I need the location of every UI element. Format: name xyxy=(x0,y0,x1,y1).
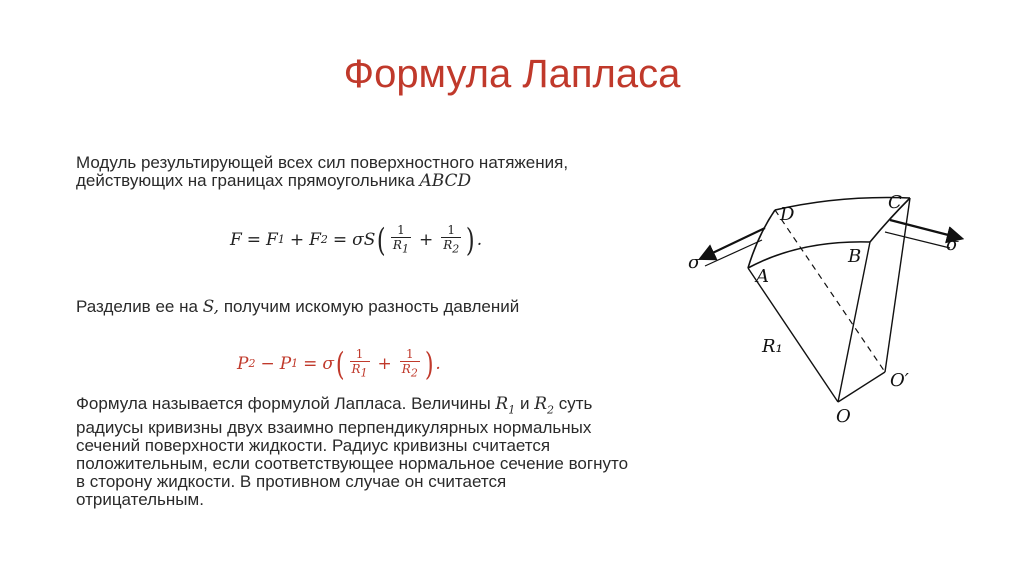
formula-period: . xyxy=(435,353,441,374)
area-symbol: S, xyxy=(202,297,220,317)
left-paren: ( xyxy=(335,344,345,383)
surface-left-edge xyxy=(748,210,775,268)
fraction-1-r1 xyxy=(350,348,370,379)
paragraph-explanation xyxy=(76,395,636,509)
fraction-numerator: 1 xyxy=(355,347,364,361)
formula-symbol: R xyxy=(401,362,411,376)
formula-symbol: σS xyxy=(352,229,376,250)
label-sigma-left: σ xyxy=(688,252,701,273)
fraction-denominator xyxy=(441,237,461,255)
label-b: B xyxy=(848,246,862,267)
paragraph-explanation-text: Формула называется формулой Лапласа. Величины xyxy=(76,394,496,413)
paragraph-explanation-text-end: суть радиусы кривизны двух взаимно перпендикулярных нормальных сечений поверхности жидкости. Радиус кривизны считается положительным, если соответствующее нормальное сечение вогнуто в сторону жидкости. В противном случае он считается отрицательным. xyxy=(76,394,629,510)
paragraph-divide-text: Разделив ее на xyxy=(76,297,203,316)
right-paren: ) xyxy=(466,220,475,259)
radius-r1 xyxy=(495,394,516,417)
formula-period: . xyxy=(476,229,483,250)
radius-r2-subscript: 2 xyxy=(547,403,554,417)
slide-title: Формула Лапласа xyxy=(343,52,681,96)
formula-laplace xyxy=(237,344,441,383)
formula-operator: = xyxy=(246,229,262,250)
left-paren: ( xyxy=(377,220,387,259)
fraction-numerator: 1 xyxy=(397,223,405,237)
formula-symbol: P xyxy=(279,353,292,374)
formula-operator: − xyxy=(260,353,275,374)
label-a: A xyxy=(756,266,769,287)
label-c: C xyxy=(888,192,902,213)
fraction-1-r2 xyxy=(441,224,461,255)
rectangle-name: ABCD xyxy=(419,171,472,191)
radius-line-ao xyxy=(748,268,838,402)
conjunction-text: и xyxy=(515,394,535,413)
formula-operator: + xyxy=(377,353,392,374)
radius-r1-subscript: 1 xyxy=(508,403,516,417)
fraction-1-r1 xyxy=(391,224,411,255)
paragraph-divide xyxy=(76,298,636,316)
formula-symbol: F xyxy=(230,229,242,250)
surface-element-diagram xyxy=(670,180,990,440)
label-o-prime: O′ xyxy=(890,370,909,391)
radius-r2-symbol: R xyxy=(534,394,547,414)
fraction-denominator xyxy=(400,361,420,379)
paragraph-divide-text-end: получим искомую разность давлений xyxy=(219,297,520,316)
label-r1: R₁ xyxy=(762,336,783,357)
radius-line-do-prime xyxy=(775,210,885,372)
formula-subscript: 1 xyxy=(277,233,285,247)
formula-subscript: 2 xyxy=(410,366,418,380)
formula-force xyxy=(230,220,483,259)
formula-subscript: 2 xyxy=(320,233,328,247)
formula-symbol: R xyxy=(443,238,453,252)
tension-arrow-right-2 xyxy=(885,232,950,248)
radius-r1-symbol: R xyxy=(495,394,509,414)
fraction-numerator: 1 xyxy=(447,223,456,237)
formula-subscript: 2 xyxy=(248,357,256,371)
formula-symbol: R xyxy=(351,362,361,376)
paragraph-intro xyxy=(76,154,636,190)
paragraph-intro-text: Модуль результирующей всех сил поверхностного натяжения, действующих на границах прямоугольника xyxy=(76,153,569,190)
formula-operator: = xyxy=(303,353,318,374)
label-o: O xyxy=(836,406,851,427)
fraction-numerator: 1 xyxy=(406,347,414,361)
formula-symbol: F xyxy=(266,229,278,250)
fraction-1-r2 xyxy=(400,348,420,379)
label-sigma-right: σ xyxy=(946,234,959,255)
fraction-denominator xyxy=(350,361,370,379)
formula-subscript: 1 xyxy=(291,357,299,371)
formula-subscript: 1 xyxy=(360,366,368,380)
fraction-denominator xyxy=(391,237,411,255)
formula-symbol: R xyxy=(392,238,402,252)
label-d: D xyxy=(780,204,795,225)
formula-operator: + xyxy=(418,229,434,250)
formula-subscript: 2 xyxy=(452,242,460,256)
right-paren: ) xyxy=(424,344,434,383)
formula-operator: = xyxy=(332,229,348,250)
formula-subscript: 1 xyxy=(401,242,409,256)
formula-symbol: F xyxy=(309,229,321,250)
formula-symbol: P xyxy=(237,353,249,374)
formula-symbol: σ xyxy=(322,353,335,374)
formula-operator: + xyxy=(289,229,305,250)
base-line-o-o-prime xyxy=(838,372,885,402)
radius-r2 xyxy=(534,394,554,417)
